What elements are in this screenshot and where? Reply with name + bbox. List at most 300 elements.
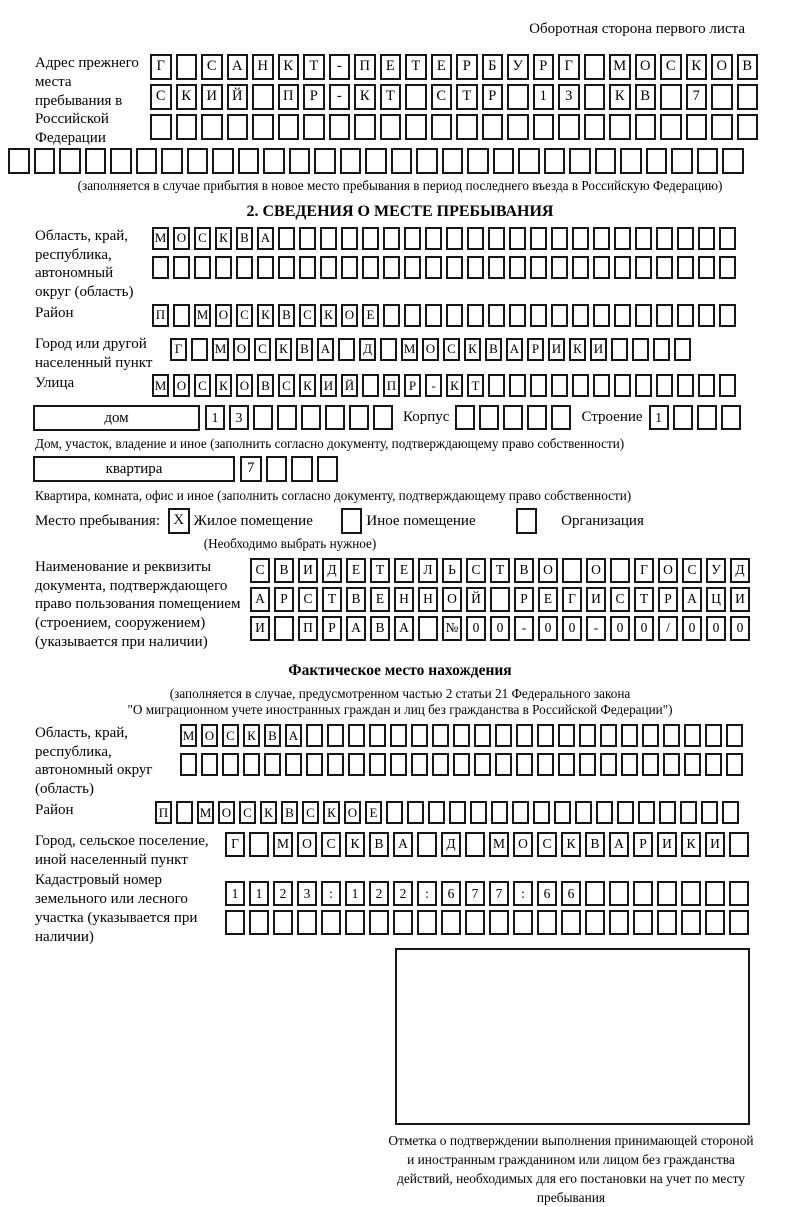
char-box[interactable]: [513, 910, 533, 935]
char-box[interactable]: -: [514, 616, 534, 641]
char-box[interactable]: М: [273, 832, 293, 857]
char-box[interactable]: [340, 148, 362, 174]
char-box[interactable]: [611, 338, 628, 361]
checkbox[interactable]: [516, 508, 538, 534]
char-box[interactable]: [249, 832, 269, 857]
char-box[interactable]: Д: [441, 832, 461, 857]
char-box[interactable]: К: [609, 84, 631, 110]
char-box[interactable]: [537, 910, 557, 935]
char-box[interactable]: О: [218, 801, 235, 824]
char-box[interactable]: К: [561, 832, 581, 857]
char-box[interactable]: [449, 801, 466, 824]
char-box[interactable]: К: [464, 338, 481, 361]
char-box[interactable]: [721, 405, 741, 430]
char-box[interactable]: [362, 227, 379, 250]
char-box[interactable]: [341, 256, 358, 279]
char-box[interactable]: [404, 227, 421, 250]
char-box[interactable]: [660, 84, 682, 110]
char-box[interactable]: [729, 910, 749, 935]
char-box[interactable]: Е: [362, 304, 379, 327]
char-box[interactable]: [428, 801, 445, 824]
char-box[interactable]: И: [730, 587, 750, 612]
char-box[interactable]: :: [321, 881, 341, 906]
char-box[interactable]: [495, 753, 512, 776]
char-box[interactable]: К: [681, 832, 701, 857]
char-box[interactable]: [306, 724, 323, 747]
char-box[interactable]: Г: [634, 558, 654, 583]
char-box[interactable]: И: [548, 338, 565, 361]
char-box[interactable]: -: [425, 374, 442, 397]
char-box[interactable]: 1: [649, 405, 669, 430]
checkbox[interactable]: X: [168, 508, 190, 534]
char-box[interactable]: С: [682, 558, 702, 583]
char-box[interactable]: 6: [537, 881, 557, 906]
char-box[interactable]: [558, 114, 580, 140]
char-box[interactable]: [719, 256, 736, 279]
char-box[interactable]: У: [706, 558, 726, 583]
char-box[interactable]: 7: [465, 881, 485, 906]
char-box[interactable]: К: [323, 801, 340, 824]
char-box[interactable]: [530, 256, 547, 279]
char-box[interactable]: [150, 114, 172, 140]
char-box[interactable]: В: [635, 84, 657, 110]
char-box[interactable]: [416, 148, 438, 174]
char-box[interactable]: [85, 148, 107, 174]
char-box[interactable]: И: [590, 338, 607, 361]
char-box[interactable]: В: [257, 374, 274, 397]
char-box[interactable]: [614, 374, 631, 397]
char-box[interactable]: [530, 374, 547, 397]
char-box[interactable]: [518, 148, 540, 174]
char-box[interactable]: [405, 114, 427, 140]
char-box[interactable]: Р: [303, 84, 325, 110]
char-box[interactable]: [656, 374, 673, 397]
char-box[interactable]: В: [236, 227, 253, 250]
char-box[interactable]: С: [431, 84, 453, 110]
char-box[interactable]: [446, 227, 463, 250]
char-box[interactable]: М: [180, 724, 197, 747]
char-box[interactable]: [418, 616, 438, 641]
char-box[interactable]: [610, 558, 630, 583]
char-box[interactable]: [348, 753, 365, 776]
char-box[interactable]: [584, 54, 606, 80]
char-box[interactable]: Р: [404, 374, 421, 397]
char-box[interactable]: [299, 256, 316, 279]
char-box[interactable]: 0: [610, 616, 630, 641]
char-box[interactable]: [491, 801, 508, 824]
char-box[interactable]: [152, 256, 169, 279]
char-box[interactable]: [365, 148, 387, 174]
stroenie-row[interactable]: [649, 405, 745, 430]
char-box[interactable]: О: [711, 54, 733, 80]
char-box[interactable]: С: [239, 801, 256, 824]
char-box[interactable]: [551, 304, 568, 327]
char-box[interactable]: [278, 256, 295, 279]
char-box[interactable]: О: [442, 587, 462, 612]
char-box[interactable]: [362, 256, 379, 279]
char-box[interactable]: [635, 256, 652, 279]
char-box[interactable]: К: [569, 338, 586, 361]
char-box[interactable]: [393, 910, 413, 935]
char-box[interactable]: Ц: [706, 587, 726, 612]
char-box[interactable]: [488, 304, 505, 327]
char-box[interactable]: [561, 910, 581, 935]
char-box[interactable]: О: [422, 338, 439, 361]
char-box[interactable]: [278, 114, 300, 140]
char-box[interactable]: С: [222, 724, 239, 747]
char-box[interactable]: К: [686, 54, 708, 80]
char-box[interactable]: А: [609, 832, 629, 857]
char-box[interactable]: [593, 374, 610, 397]
char-box[interactable]: Е: [380, 54, 402, 80]
char-box[interactable]: -: [586, 616, 606, 641]
char-box[interactable]: О: [635, 54, 657, 80]
char-box[interactable]: [227, 114, 249, 140]
char-box[interactable]: [303, 114, 325, 140]
char-box[interactable]: [425, 304, 442, 327]
char-box[interactable]: 0: [562, 616, 582, 641]
char-box[interactable]: [432, 753, 449, 776]
char-box[interactable]: С: [610, 587, 630, 612]
char-box[interactable]: [509, 227, 526, 250]
char-box[interactable]: [8, 148, 30, 174]
char-box[interactable]: [551, 374, 568, 397]
char-box[interactable]: [551, 227, 568, 250]
char-box[interactable]: С: [321, 832, 341, 857]
char-box[interactable]: 3: [558, 84, 580, 110]
char-box[interactable]: [646, 148, 668, 174]
char-box[interactable]: [446, 256, 463, 279]
char-box[interactable]: С: [299, 304, 316, 327]
char-box[interactable]: Т: [634, 587, 654, 612]
char-box[interactable]: [609, 910, 629, 935]
cadastre-row-2[interactable]: [225, 910, 753, 935]
char-box[interactable]: [729, 881, 749, 906]
char-box[interactable]: Р: [633, 832, 653, 857]
char-box[interactable]: [411, 724, 428, 747]
char-box[interactable]: С: [194, 227, 211, 250]
char-box[interactable]: [617, 801, 634, 824]
char-box[interactable]: [584, 84, 606, 110]
actual-region-row-2[interactable]: [180, 753, 747, 776]
char-box[interactable]: [173, 304, 190, 327]
char-box[interactable]: Р: [322, 616, 342, 641]
char-box[interactable]: Р: [456, 54, 478, 80]
char-box[interactable]: К: [243, 724, 260, 747]
char-box[interactable]: [299, 227, 316, 250]
char-box[interactable]: [222, 753, 239, 776]
char-box[interactable]: [585, 910, 605, 935]
char-box[interactable]: [341, 227, 358, 250]
char-box[interactable]: [349, 405, 369, 430]
char-box[interactable]: 0: [730, 616, 750, 641]
char-box[interactable]: [173, 256, 190, 279]
char-box[interactable]: [369, 753, 386, 776]
char-box[interactable]: 0: [466, 616, 486, 641]
char-box[interactable]: Р: [514, 587, 534, 612]
char-box[interactable]: [698, 374, 715, 397]
street-row[interactable]: [152, 374, 740, 397]
char-box[interactable]: [136, 148, 158, 174]
char-box[interactable]: [663, 724, 680, 747]
char-box[interactable]: [595, 148, 617, 174]
char-box[interactable]: [509, 304, 526, 327]
char-box[interactable]: А: [682, 587, 702, 612]
char-box[interactable]: [642, 753, 659, 776]
char-box[interactable]: [273, 910, 293, 935]
char-box[interactable]: В: [281, 801, 298, 824]
actual-city-row[interactable]: [225, 832, 753, 857]
char-box[interactable]: В: [514, 558, 534, 583]
char-box[interactable]: [673, 405, 693, 430]
char-box[interactable]: [474, 724, 491, 747]
char-box[interactable]: М: [197, 801, 214, 824]
char-box[interactable]: [215, 256, 232, 279]
char-box[interactable]: 3: [297, 881, 317, 906]
char-box[interactable]: [698, 256, 715, 279]
char-box[interactable]: 7: [240, 456, 262, 482]
char-box[interactable]: [252, 114, 274, 140]
char-box[interactable]: К: [345, 832, 365, 857]
char-box[interactable]: [674, 338, 691, 361]
char-box[interactable]: С: [278, 374, 295, 397]
char-box[interactable]: [722, 148, 744, 174]
char-box[interactable]: К: [215, 374, 232, 397]
char-box[interactable]: [657, 881, 677, 906]
char-box[interactable]: [285, 753, 302, 776]
char-box[interactable]: [442, 148, 464, 174]
char-box[interactable]: П: [278, 84, 300, 110]
char-box[interactable]: [329, 114, 351, 140]
char-box[interactable]: [345, 910, 365, 935]
char-box[interactable]: [493, 148, 515, 174]
char-box[interactable]: К: [257, 304, 274, 327]
char-box[interactable]: О: [236, 374, 253, 397]
char-box[interactable]: [635, 374, 652, 397]
char-box[interactable]: [432, 724, 449, 747]
char-box[interactable]: Г: [225, 832, 245, 857]
char-box[interactable]: [380, 114, 402, 140]
char-box[interactable]: С: [443, 338, 460, 361]
char-box[interactable]: Е: [370, 587, 390, 612]
char-box[interactable]: [698, 304, 715, 327]
char-box[interactable]: 2: [369, 881, 389, 906]
char-box[interactable]: [719, 227, 736, 250]
char-box[interactable]: Д: [730, 558, 750, 583]
char-box[interactable]: 1: [345, 881, 365, 906]
char-box[interactable]: [320, 256, 337, 279]
char-box[interactable]: С: [298, 587, 318, 612]
char-box[interactable]: 7: [489, 881, 509, 906]
char-box[interactable]: А: [346, 616, 366, 641]
char-box[interactable]: И: [320, 374, 337, 397]
char-box[interactable]: [490, 587, 510, 612]
char-box[interactable]: [236, 256, 253, 279]
char-box[interactable]: [411, 753, 428, 776]
korpus-row[interactable]: [455, 405, 575, 430]
char-box[interactable]: [642, 724, 659, 747]
char-box[interactable]: [705, 910, 725, 935]
checkbox[interactable]: [341, 508, 363, 534]
char-box[interactable]: Г: [170, 338, 187, 361]
char-box[interactable]: -: [329, 54, 351, 80]
char-box[interactable]: [551, 405, 571, 430]
char-box[interactable]: О: [173, 227, 190, 250]
char-box[interactable]: [110, 148, 132, 174]
stay-option-other-checkbox[interactable]: [341, 508, 367, 534]
char-box[interactable]: [621, 753, 638, 776]
char-box[interactable]: [656, 256, 673, 279]
char-box[interactable]: К: [275, 338, 292, 361]
char-box[interactable]: [289, 148, 311, 174]
char-box[interactable]: [59, 148, 81, 174]
char-box[interactable]: [737, 84, 759, 110]
char-box[interactable]: [656, 227, 673, 250]
char-box[interactable]: [253, 405, 273, 430]
char-box[interactable]: [425, 227, 442, 250]
char-box[interactable]: [417, 832, 437, 857]
char-box[interactable]: [176, 114, 198, 140]
char-box[interactable]: В: [346, 587, 366, 612]
char-box[interactable]: [681, 881, 701, 906]
char-box[interactable]: [354, 114, 376, 140]
char-box[interactable]: [686, 114, 708, 140]
char-box[interactable]: [390, 753, 407, 776]
char-box[interactable]: Р: [533, 54, 555, 80]
char-box[interactable]: [249, 910, 269, 935]
char-box[interactable]: [453, 724, 470, 747]
char-box[interactable]: У: [507, 54, 529, 80]
char-box[interactable]: [562, 558, 582, 583]
char-box[interactable]: [551, 256, 568, 279]
char-box[interactable]: [264, 753, 281, 776]
char-box[interactable]: Р: [658, 587, 678, 612]
char-box[interactable]: В: [737, 54, 759, 80]
char-box[interactable]: И: [201, 84, 223, 110]
char-box[interactable]: О: [513, 832, 533, 857]
char-box[interactable]: [737, 114, 759, 140]
char-box[interactable]: [671, 148, 693, 174]
char-box[interactable]: Д: [322, 558, 342, 583]
region-row-2[interactable]: [152, 256, 740, 279]
char-box[interactable]: [507, 84, 529, 110]
char-box[interactable]: [465, 832, 485, 857]
char-box[interactable]: [225, 910, 245, 935]
char-box[interactable]: [516, 753, 533, 776]
char-box[interactable]: [425, 256, 442, 279]
char-box[interactable]: М: [152, 227, 169, 250]
char-box[interactable]: В: [274, 558, 294, 583]
char-box[interactable]: [212, 148, 234, 174]
char-box[interactable]: Н: [418, 587, 438, 612]
char-box[interactable]: [663, 753, 680, 776]
char-box[interactable]: К: [278, 54, 300, 80]
char-box[interactable]: С: [537, 832, 557, 857]
char-box[interactable]: [569, 148, 591, 174]
char-box[interactable]: [455, 405, 475, 430]
char-box[interactable]: [726, 724, 743, 747]
char-box[interactable]: [321, 910, 341, 935]
char-box[interactable]: 1: [205, 405, 225, 430]
char-box[interactable]: [34, 148, 56, 174]
char-box[interactable]: [729, 832, 749, 857]
char-box[interactable]: [194, 256, 211, 279]
char-box[interactable]: О: [215, 304, 232, 327]
char-box[interactable]: Т: [467, 374, 484, 397]
char-box[interactable]: Т: [380, 84, 402, 110]
char-box[interactable]: [201, 753, 218, 776]
char-box[interactable]: А: [506, 338, 523, 361]
char-box[interactable]: [317, 456, 339, 482]
char-box[interactable]: Е: [346, 558, 366, 583]
char-box[interactable]: [705, 753, 722, 776]
char-box[interactable]: [711, 114, 733, 140]
char-box[interactable]: Й: [341, 374, 358, 397]
char-box[interactable]: П: [354, 54, 376, 80]
char-box[interactable]: 0: [706, 616, 726, 641]
char-box[interactable]: В: [585, 832, 605, 857]
char-box[interactable]: [470, 801, 487, 824]
char-box[interactable]: [575, 801, 592, 824]
char-box[interactable]: [266, 456, 288, 482]
char-box[interactable]: М: [489, 832, 509, 857]
apartment-number-row[interactable]: [240, 456, 342, 482]
char-box[interactable]: [635, 304, 652, 327]
char-box[interactable]: [656, 304, 673, 327]
char-box[interactable]: [681, 910, 701, 935]
char-box[interactable]: Т: [456, 84, 478, 110]
char-box[interactable]: [701, 801, 718, 824]
char-box[interactable]: [614, 227, 631, 250]
char-box[interactable]: О: [586, 558, 606, 583]
char-box[interactable]: [600, 724, 617, 747]
char-box[interactable]: Т: [322, 587, 342, 612]
char-box[interactable]: Р: [274, 587, 294, 612]
char-box[interactable]: М: [194, 304, 211, 327]
char-box[interactable]: [705, 724, 722, 747]
char-box[interactable]: [407, 801, 424, 824]
char-box[interactable]: [621, 724, 638, 747]
char-box[interactable]: 6: [441, 881, 461, 906]
char-box[interactable]: [596, 801, 613, 824]
char-box[interactable]: О: [233, 338, 250, 361]
char-box[interactable]: [635, 114, 657, 140]
char-box[interactable]: :: [513, 881, 533, 906]
char-box[interactable]: [327, 724, 344, 747]
char-box[interactable]: [390, 724, 407, 747]
actual-region-row-1[interactable]: [180, 724, 747, 747]
char-box[interactable]: [509, 374, 526, 397]
char-box[interactable]: [680, 801, 697, 824]
char-box[interactable]: [698, 227, 715, 250]
char-box[interactable]: [338, 338, 355, 361]
char-box[interactable]: М: [609, 54, 631, 80]
char-box[interactable]: [600, 753, 617, 776]
char-box[interactable]: 6: [561, 881, 581, 906]
char-box[interactable]: /: [658, 616, 678, 641]
char-box[interactable]: [431, 114, 453, 140]
char-box[interactable]: [572, 227, 589, 250]
char-box[interactable]: [527, 405, 547, 430]
char-box[interactable]: С: [150, 84, 172, 110]
char-box[interactable]: М: [212, 338, 229, 361]
char-box[interactable]: [516, 724, 533, 747]
char-box[interactable]: [417, 910, 437, 935]
char-box[interactable]: 1: [249, 881, 269, 906]
char-box[interactable]: :: [417, 881, 437, 906]
char-box[interactable]: [291, 456, 313, 482]
char-box[interactable]: [489, 910, 509, 935]
